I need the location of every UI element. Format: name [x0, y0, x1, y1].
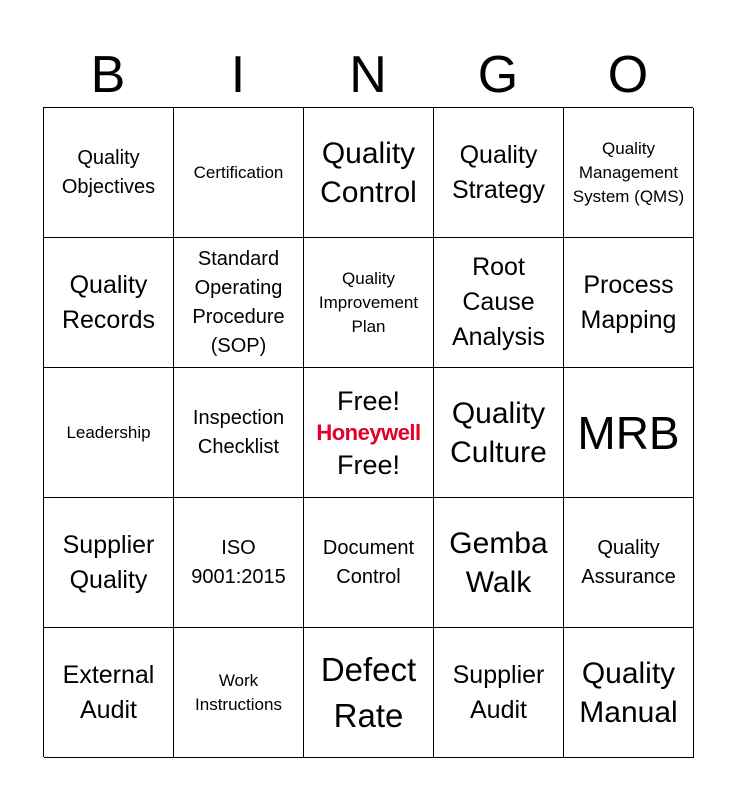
cell-text: Quality Objectives — [61, 146, 156, 198]
cell-text: Supplier Audit — [452, 660, 545, 724]
cell-text: Leadership — [66, 422, 151, 442]
bingo-cell[interactable] — [174, 628, 304, 758]
cell-text: Certification — [193, 162, 284, 182]
cell-text: Quality Records — [61, 270, 156, 334]
bingo-cell[interactable] — [304, 238, 434, 368]
bingo-cell[interactable] — [564, 238, 694, 368]
bingo-cell[interactable] — [434, 498, 564, 628]
bingo-header — [43, 44, 693, 106]
cell-text: Gemba Walk — [449, 526, 548, 599]
cell-text: MRB — [577, 406, 680, 459]
bingo-cell[interactable] — [174, 108, 304, 238]
cell-text: External Audit — [62, 660, 155, 724]
cell-text: Standard Operating Procedure (SOP) — [192, 247, 285, 357]
cell-text: Defect Rate — [320, 650, 417, 734]
bingo-cell[interactable] — [174, 498, 304, 628]
bingo-cell[interactable] — [564, 108, 694, 238]
bingo-cell[interactable] — [434, 628, 564, 758]
bingo-cell[interactable] — [304, 498, 434, 628]
cell-text: Quality Control — [320, 136, 417, 209]
bingo-cell[interactable] — [304, 628, 434, 758]
cell-text: Supplier Quality — [62, 530, 155, 594]
header-letter-n: N — [349, 46, 387, 104]
cell-text: Process Mapping — [580, 270, 677, 334]
cell-text: Document Control — [322, 536, 415, 588]
cell-text: Quality Manual — [579, 656, 678, 729]
header-letter-i: I — [230, 46, 246, 104]
cell-text: Inspection Checklist — [192, 406, 285, 458]
cell-text: ISO 9001:2015 — [191, 536, 286, 588]
bingo-cell[interactable] — [174, 368, 304, 498]
bingo-cell[interactable] — [44, 238, 174, 368]
free-label-bottom: Free! — [336, 449, 401, 480]
cell-text: Quality Strategy — [451, 140, 546, 204]
bingo-cell[interactable] — [434, 368, 564, 498]
bingo-cell[interactable] — [564, 628, 694, 758]
bingo-grid — [43, 107, 693, 757]
header-letter-o: O — [607, 46, 649, 104]
bingo-cell[interactable] — [174, 238, 304, 368]
cell-text: Work Instructions — [195, 670, 282, 714]
cell-text: Quality Culture — [450, 396, 547, 469]
header-letter-b: B — [90, 46, 126, 104]
bingo-cell[interactable] — [434, 238, 564, 368]
bingo-cell[interactable] — [434, 108, 564, 238]
cell-text: Quality Management System (QMS) — [572, 138, 685, 206]
bingo-cell[interactable] — [304, 108, 434, 238]
bingo-cell[interactable] — [44, 498, 174, 628]
bingo-cell[interactable] — [564, 368, 694, 498]
honeywell-logo: Honeywell — [316, 419, 421, 445]
bingo-cell[interactable] — [44, 108, 174, 238]
cell-text: Root Cause Analysis — [451, 253, 546, 351]
cell-text: Quality Assurance — [581, 536, 676, 588]
free-label-top: Free! — [336, 385, 401, 416]
cell-text: Quality Improvement Plan — [318, 268, 419, 336]
bingo-cell[interactable] — [564, 498, 694, 628]
bingo-cell[interactable] — [44, 368, 174, 498]
header-letter-g: G — [477, 46, 519, 104]
bingo-cell[interactable] — [44, 628, 174, 758]
free-space-cell[interactable] — [304, 368, 434, 498]
